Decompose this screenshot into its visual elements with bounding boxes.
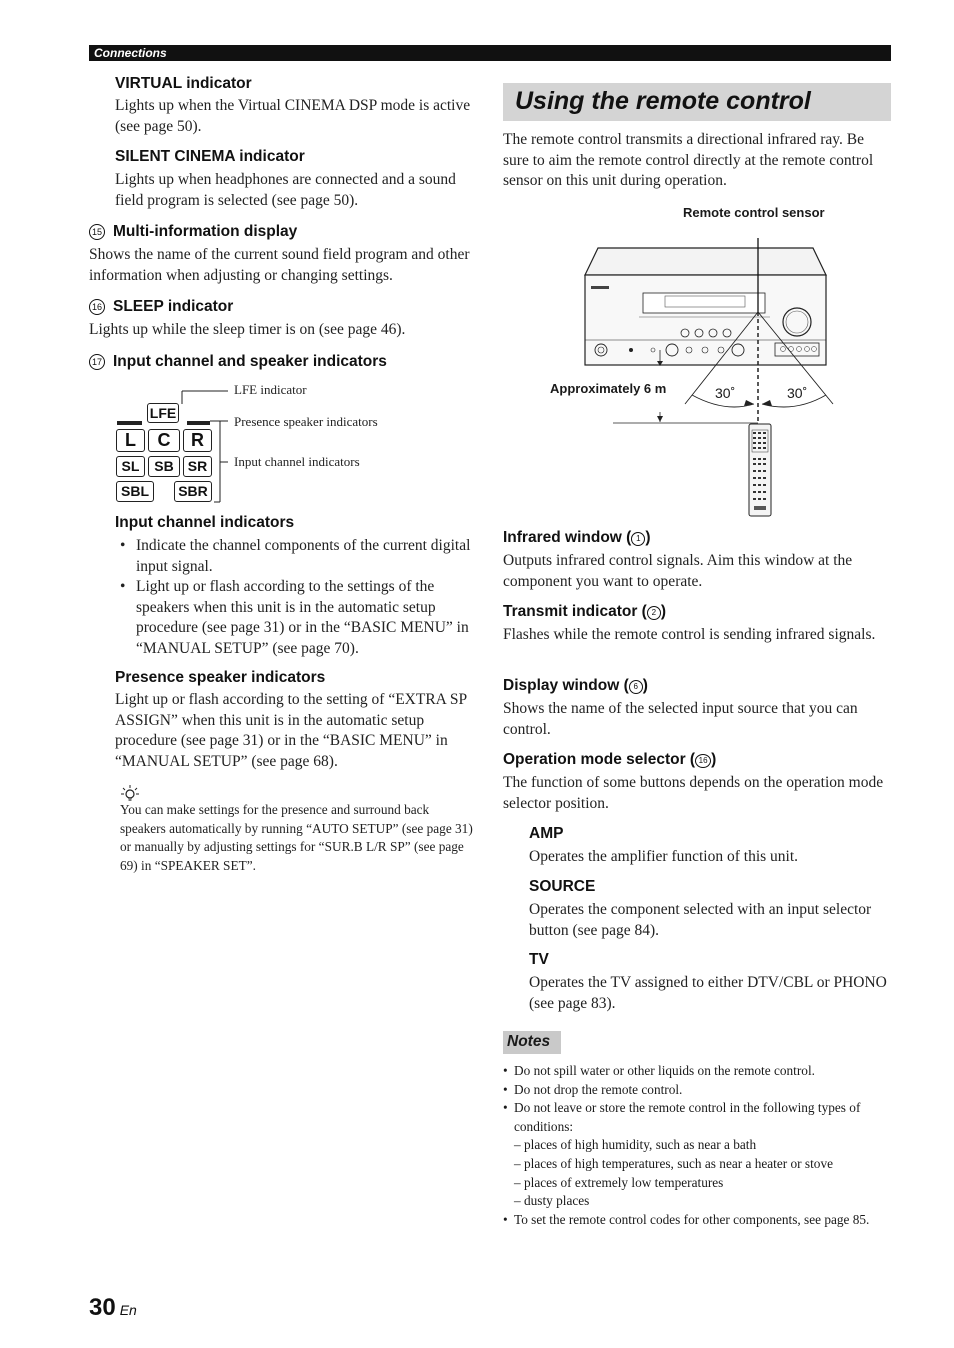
presence-body: Light up or flash according to the setting of “EXTRA SP ASSIGN” when this unit is in the automatic setup procedure (see page 31) or in the “BASIC MENU” in “MANUAL SETUP” (see page 68).: [115, 691, 467, 770]
sb-indicator: SB: [148, 456, 180, 477]
sensor-label: Remote control sensor: [683, 205, 825, 220]
sleep-heading: [89, 298, 233, 316]
heading-paren: ): [711, 751, 717, 768]
section-header-label: Connections: [94, 46, 167, 60]
transmit-title: Transmit indicator (: [503, 603, 647, 620]
sleep-title: SLEEP indicator: [113, 298, 234, 315]
transmit-indicator-body: Flashes while the remote control is sending infrared signals.: [503, 626, 876, 643]
display-window-heading: [503, 677, 648, 695]
angle-left-label: 30˚: [715, 385, 736, 401]
distance-label: Approximately 6 m: [550, 381, 667, 396]
multi-info-heading: [89, 223, 297, 241]
c-indicator: C: [148, 429, 180, 452]
operation-mode-body: The function of some buttons depends on the operation mode selector position.: [503, 774, 884, 812]
list-item: – dusty places: [514, 1193, 590, 1209]
list-item: – places of high temperatures, such as near a heater or stove: [514, 1155, 833, 1171]
r-indicator: R: [183, 429, 212, 452]
notes-badge: [503, 1031, 561, 1054]
page-number-value: 30: [89, 1294, 116, 1321]
display-window-body: Shows the name of the selected input source that you can control.: [503, 700, 858, 738]
list-item: – places of extremely low temperatures: [514, 1174, 724, 1190]
opmode-title: Operation mode selector (: [503, 751, 696, 768]
list-item: • Indicate the channel components of the current digital input signal.: [115, 536, 477, 577]
source-heading: SOURCE: [529, 878, 596, 895]
lfe-indicator-label: LFE indicator: [234, 382, 307, 397]
input-speaker-title: Input channel and speaker indicators: [113, 353, 387, 370]
input-channel-list: [115, 536, 477, 659]
input-channel-indicator-label: Input channel indicators: [234, 454, 360, 469]
sleep-body: Lights up while the sleep timer is on (see page 46).: [89, 321, 406, 338]
silent-cinema-heading: SILENT CINEMA indicator: [115, 148, 305, 165]
notes-label: Notes: [507, 1033, 551, 1050]
virtual-indicator-heading: VIRTUAL indicator: [115, 75, 252, 92]
transmit-indicator-heading: [503, 603, 666, 621]
list-item: • To set the remote control codes for other components, see page 85.: [503, 1211, 891, 1230]
virtual-indicator-body: Lights up when the Virtual CINEMA DSP mode is active (see page 50).: [115, 97, 471, 135]
page-number: [89, 1294, 137, 1322]
sr-indicator: SR: [183, 456, 212, 477]
callout-number: 1: [631, 532, 645, 546]
callout-number: 15: [89, 224, 105, 240]
receiver-drawing: [545, 200, 891, 525]
display-title: Display window (: [503, 677, 629, 694]
list-item: • Do not drop the remote control.: [503, 1081, 891, 1100]
silent-cinema-body: Lights up when headphones are connected and a sound field program is selected (see page 50).: [115, 171, 456, 209]
sbl-indicator: SBL: [116, 481, 154, 502]
l-indicator: L: [116, 429, 145, 452]
notes-list: [503, 1062, 891, 1229]
angle-right-label: 30˚: [787, 385, 808, 401]
amp-heading: AMP: [529, 825, 564, 842]
infrared-window-heading: [503, 529, 650, 547]
input-channel-heading: Input channel indicators: [115, 514, 295, 531]
indicator-diagram: [110, 380, 410, 505]
heading-paren: ): [660, 603, 667, 620]
list-item: • Do not spill water or other liquids on the remote control.: [503, 1062, 891, 1081]
list-item: • Do not leave or store the remote control in the following types of conditions:: [503, 1099, 891, 1136]
source-body: Operates the component selected with an input selector button (see page 84).: [529, 901, 872, 939]
intro-text: The remote control transmits a directional infrared ray. Be sure to aim the remote control directly at the remote control sensor on this unit during operation.: [503, 131, 874, 189]
list-item: – places of high humidity, such as near a bath: [514, 1137, 757, 1153]
lightbulb-icon: [120, 784, 140, 802]
callout-number: 17: [89, 354, 105, 370]
remote-figure: [545, 200, 891, 525]
multi-info-title: Multi-information display: [113, 223, 298, 240]
sbr-indicator: SBR: [174, 481, 212, 502]
heading-paren: ): [642, 677, 648, 694]
presence-heading: Presence speaker indicators: [115, 669, 326, 686]
callout-number: 16: [695, 754, 711, 768]
amp-body: Operates the amplifier function of this unit.: [529, 848, 799, 865]
page-title: Using the remote control: [515, 87, 811, 115]
tv-body: Operates the TV assigned to either DTV/CBL or PHONO (see page 83).: [529, 974, 887, 1012]
section-title-box: [503, 83, 891, 121]
multi-info-body: Shows the name of the current sound field program and other information when adjusting or changing settings.: [89, 246, 470, 284]
callout-number: 6: [629, 680, 643, 694]
tv-heading: TV: [529, 951, 549, 968]
callout-number: 2: [647, 606, 661, 620]
lfe-indicator: LFE: [147, 403, 179, 423]
section-header-bar: [89, 45, 891, 61]
heading-paren: ): [645, 529, 651, 546]
page-language: En: [119, 1302, 137, 1318]
input-speaker-heading: [89, 353, 387, 371]
presence-indicator-label: Presence speaker indicators: [234, 414, 378, 429]
sl-indicator: SL: [116, 456, 145, 477]
list-item: • Light up or flash according to the settings of the speakers when this unit is in the automatic setup procedure (see page 31) or in the “BASIC MENU” in “MANUAL SETUP” (see page 70).: [115, 577, 477, 659]
infrared-window-body: Outputs infrared control signals. Aim this window at the component you want to operate.: [503, 552, 853, 590]
callout-number: 16: [89, 299, 105, 315]
tip-body: You can make settings for the presence and surround back speakers automatically by running “AUTO SETUP” (see page 31) or manually by adjusting settings for “SUR.B L/R SP” (see page 69) in “SPEAKER SET”.: [120, 802, 473, 873]
operation-mode-heading: [503, 751, 716, 769]
infrared-title: Infrared window (: [503, 529, 632, 546]
